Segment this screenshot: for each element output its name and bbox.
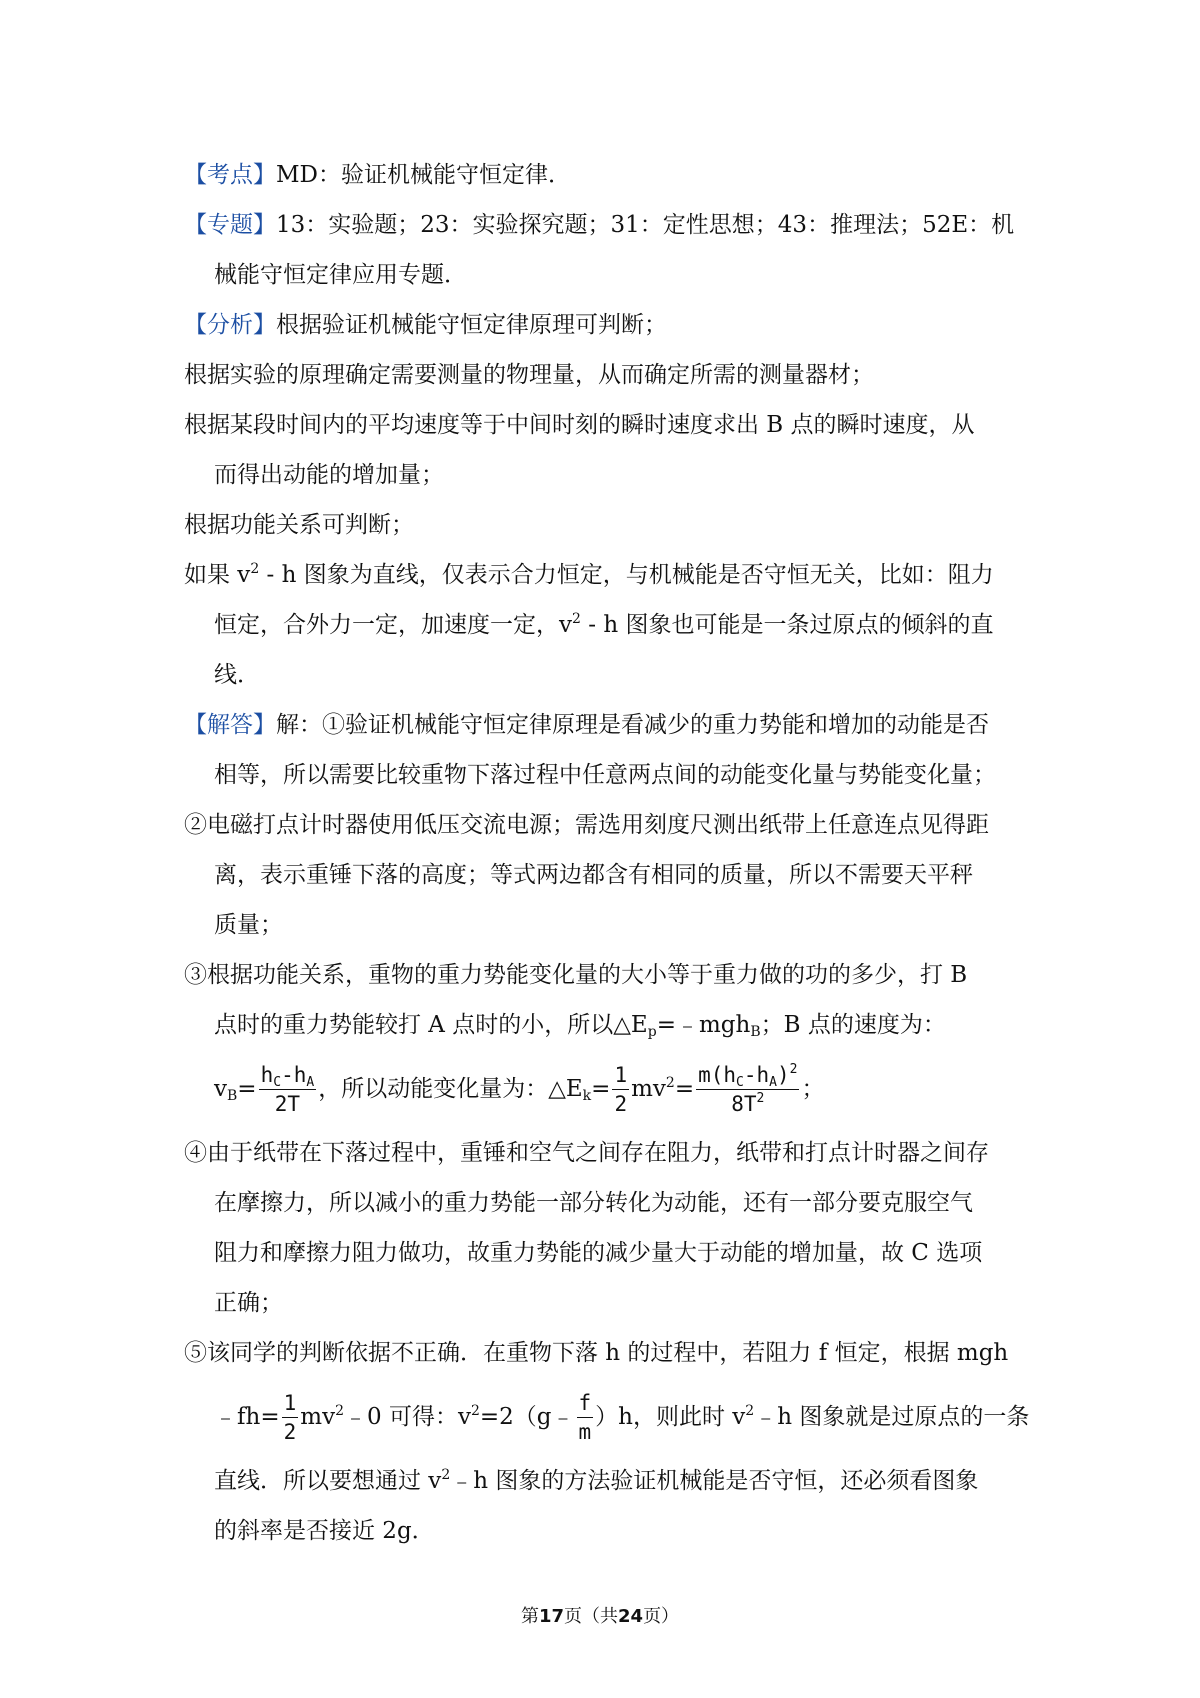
jieda-step-1-line-1: 解：①验证机械能守恒定律原理是看减少的重力势能和增加的动能是否: [276, 712, 989, 738]
half-fraction: $\frac{1}{2}$: [614, 1063, 628, 1116]
jieda-step-4-line-4: 正确；: [214, 1290, 283, 1316]
jieda-step-3-line-1: ③根据功能关系，重物的重力势能变化量的大小等于重力做的功的多少，打 B: [184, 962, 968, 988]
jieda-step-1-line-2: 相等，所以需要比较重物下落过程中任意两点间的动能变化量与势能变化量；: [214, 762, 996, 788]
half-fraction-2: $\frac{1}{2}$: [283, 1391, 297, 1444]
jieda-step-2-line-2: 离，表示重锤下落的高度；等式两边都含有相同的质量，所以不需要天平秤: [214, 862, 973, 888]
jieda-step-5-line-2: ﹣fh= $\frac{1}{2}$ $mv^2﹣0$ 可得：$v^2=2(g﹣$ $\frac{f}{m}$ ）h，则此时 $v^2﹣h$ 图象就是过原点的一条: [214, 1391, 1030, 1444]
jieda-section: [184, 700, 1034, 1556]
jieda-step-4-line-3: 阻力和摩擦力阻力做功，故重力势能的减少量大于动能的增加量，故 C 选项: [214, 1240, 983, 1266]
zhuanti-section: [184, 200, 1034, 300]
fenxi-paragraph-1: 根据实验的原理确定需要测量的物理量，从而确定所需的测量器材；: [184, 362, 874, 388]
jieda-step-2-line-1: ②电磁打点计时器使用低压交流电源；需选用刻度尺测出纸带上任意连点见得距: [184, 812, 989, 838]
kaodian-text: MD：验证机械能守恒定律．: [276, 162, 571, 188]
answer-content: [184, 150, 1034, 1556]
jieda-tag: 【解答】: [184, 712, 276, 738]
jieda-step-5-line-3: 直线．所以要想通过 $v^2﹣h$ 图象的方法验证机械能是否守恒，还必须看图象: [214, 1467, 979, 1494]
fenxi-paragraph-2-line-1: 根据某段时间内的平均速度等于中间时刻的瞬时速度求出 B 点的瞬时速度，从: [184, 412, 975, 438]
kaodian-section: [184, 150, 1034, 200]
jieda-step-3-line-2: 点时的重力势能较打 A 点时的小，所以$\triangle E_p=﹣mgh_B$；B 点的速度为：: [214, 1012, 946, 1040]
kaodian-tag: 【考点】: [184, 162, 276, 188]
jieda-step-5-line-4: 的斜率是否接近 2g．: [214, 1518, 435, 1544]
fenxi-section: [184, 300, 1034, 700]
fenxi-paragraph-4-line-3: 线．: [214, 662, 260, 688]
velocity-fraction: $\frac{h_C-h_A}{2T}$: [260, 1063, 315, 1116]
f-over-m-fraction: $\frac{f}{m}$: [578, 1391, 592, 1444]
zhuanti-line-2: 械能守恒定律应用专题．: [214, 262, 467, 288]
jieda-step-4-line-2: 在摩擦力，所以减小的重力势能一部分转化为动能，还有一部分要克服空气: [214, 1190, 973, 1216]
zhuanti-line-1: 13：实验题；23：实验探究题；31：定性思想；43：推理法；52E：机: [276, 212, 1015, 238]
fenxi-paragraph-4-line-2: 恒定，合外力一定，加速度一定，$v^2$ ‐ h 图象也可能是一条过原点的倾斜的直: [214, 611, 994, 638]
fenxi-paragraph-4-line-1: 如果 $v^2$ ‐ h 图象为直线，仅表示合力恒定，与机械能是否守恒无关，比如：阻力: [184, 561, 994, 588]
fenxi-text: 根据验证机械能守恒定律原理可判断；: [276, 312, 667, 338]
jieda-step-4-line-1: ④由于纸带在下落过程中，重锤和空气之间存在阻力，纸带和打点计时器之间存: [184, 1140, 989, 1166]
jieda-step-2-line-3: 质量；: [214, 912, 283, 938]
fenxi-tag: 【分析】: [184, 312, 276, 338]
current-page-number: 17: [538, 1606, 564, 1627]
kinetic-energy-fraction: $\frac{m(h_C-h_A)^2}{8T^2}$: [698, 1062, 798, 1116]
jieda-step-5-line-1: ⑤该同学的判断依据不正确．在重物下落 h 的过程中，若阻力 f 恒定，根据 mgh: [184, 1340, 1009, 1366]
fenxi-paragraph-3: 根据功能关系可判断；: [184, 512, 414, 538]
page-footer: 第17页（共24页）: [520, 1606, 680, 1627]
zhuanti-tag: 【专题】: [184, 212, 276, 238]
total-page-count: 24: [618, 1606, 644, 1627]
jieda-step-3-line-3: $v_B=$ $\frac{h_C-h_A}{2T}$ ，所以动能变化量为：$\triangle E_k=$ $\frac{1}{2}$ $mv^2=$ $\frac{m(h_C-h_A)^2}{8T^2}$ ；: [214, 1062, 825, 1116]
fenxi-paragraph-2-line-2: 而得出动能的增加量；: [214, 462, 444, 488]
